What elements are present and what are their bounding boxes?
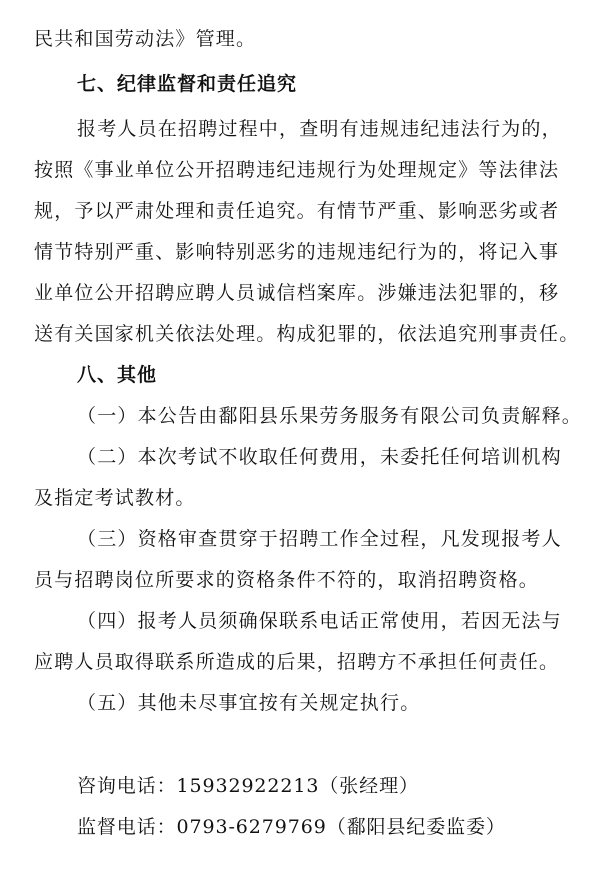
section-7-paragraph-line: 情节特别严重、影响特别恶劣的违规违纪行为的，将记入事 bbox=[34, 241, 560, 263]
section-7-paragraph-line: 规，予以严肃处理和责任追究。有情节严重、影响恶劣或者 bbox=[34, 200, 560, 222]
section-8-item-4: （四）报考人员须确保联系电话正常使用，若因无法与 bbox=[77, 610, 562, 632]
inquiry-phone: 咨询电话：15932922213（张经理） bbox=[77, 775, 419, 797]
section-7-paragraph-line: 按照《事业单位公开招聘违纪违规行为处理规定》等法律法 bbox=[34, 159, 560, 181]
section-7-paragraph-line: 报考人员在招聘过程中，查明有违规违纪违法行为的， bbox=[77, 118, 562, 140]
section-8-item-4-cont: 应聘人员取得联系所造成的后果，招聘方不承担任何责任。 bbox=[34, 651, 560, 673]
section-8-item-5: （五）其他未尽事宜按有关规定执行。 bbox=[77, 692, 421, 714]
section-8-item-3: （三）资格审查贯穿于招聘工作全过程，凡发现报考人 bbox=[77, 528, 562, 550]
supervision-phone: 监督电话：0793-6279769（鄱阳县纪委监委） bbox=[77, 816, 506, 838]
section-7-paragraph-line: 送有关国家机关依法处理。构成犯罪的，依法追究刑事责任。 bbox=[34, 323, 580, 345]
section-8-item-3-cont: 员与招聘岗位所要求的资格条件不符的，取消招聘资格。 bbox=[34, 569, 540, 591]
section-8-item-2: （二）本次考试不收取任何费用，未委托任何培训机构 bbox=[77, 446, 562, 468]
section-8-item-1: （一）本公告由鄱阳县乐果劳务服务有限公司负责解释。 bbox=[77, 405, 583, 427]
section-8-heading: 八、其他 bbox=[77, 364, 158, 386]
section-7-paragraph-line: 业单位公开招聘应聘人员诚信档案库。涉嫌违法犯罪的，移 bbox=[34, 282, 560, 304]
section-8-item-2-cont: 及指定考试教材。 bbox=[34, 487, 196, 509]
section-7-heading: 七、纪律监督和责任追究 bbox=[77, 73, 298, 95]
previous-paragraph-tail: 民共和国劳动法》管理。 bbox=[34, 28, 257, 50]
